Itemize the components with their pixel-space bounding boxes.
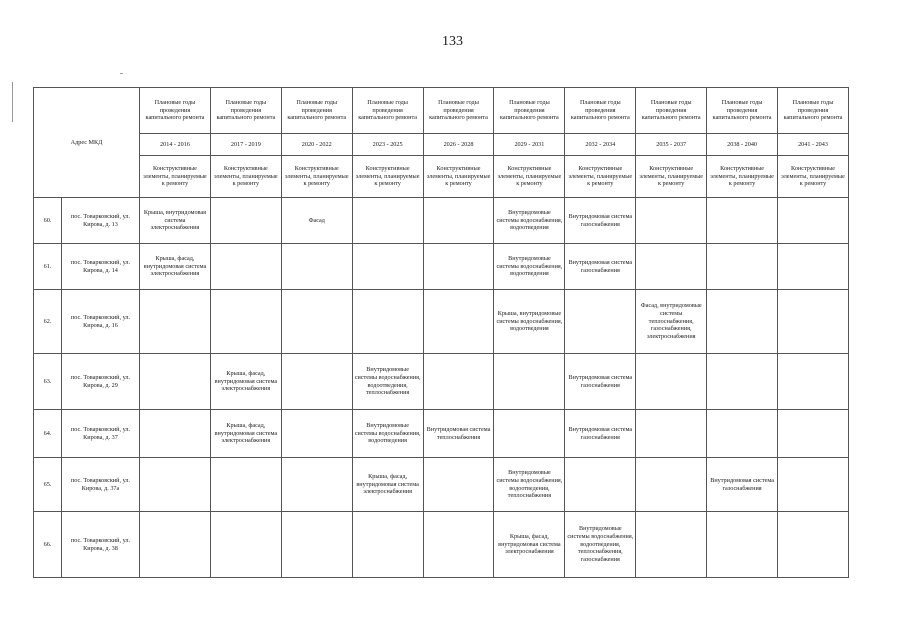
elements-cell xyxy=(636,198,707,244)
elements-cell xyxy=(210,198,281,244)
planned-years-header: Плановые годы проведения капитального ремонта xyxy=(210,88,281,134)
elements-cell: Крыша, фасад, внутридомовая система электроснабжения xyxy=(210,410,281,458)
elements-cell xyxy=(565,290,636,354)
row-address: пос. Товарковский, ул. Кирова, д. 14 xyxy=(62,244,140,290)
elements-cell xyxy=(707,244,778,290)
planned-years-header: Плановые годы проведения капитального ремонта xyxy=(423,88,494,134)
planned-years-header: Плановые годы проведения капитального ремонта xyxy=(352,88,423,134)
period-header: 2032 - 2034 xyxy=(565,134,636,156)
period-header: 2029 - 2031 xyxy=(494,134,565,156)
elements-cell xyxy=(636,244,707,290)
elements-cell: Внутридомовая система газоснабжения xyxy=(565,410,636,458)
elements-cell: Внутридомовые системы водоснабжения, водоотведения, теплоснабжения xyxy=(494,458,565,512)
elements-cell: Внутридомовые системы водоснабжения, водоотведения, теплоснабжения, газоснабжения xyxy=(565,512,636,578)
elements-cell: Крыша, внутридомовая система электроснабжения xyxy=(140,198,211,244)
table-row xyxy=(34,458,849,512)
elements-cell xyxy=(281,244,352,290)
elements-cell xyxy=(494,354,565,410)
elements-cell xyxy=(423,458,494,512)
period-header: 2017 - 2019 xyxy=(210,134,281,156)
table-row xyxy=(34,244,849,290)
elements-cell xyxy=(494,410,565,458)
planned-years-header: Плановые годы проведения капитального ремонта xyxy=(636,88,707,134)
elements-cell xyxy=(778,244,849,290)
row-number: 62. xyxy=(34,290,62,354)
table-row xyxy=(34,512,849,578)
elements-cell xyxy=(778,512,849,578)
elements-cell xyxy=(140,458,211,512)
elements-cell xyxy=(778,458,849,512)
period-header: 2035 - 2037 xyxy=(636,134,707,156)
elements-header: Конструктивные элементы, планируемые к ремонту xyxy=(140,156,211,198)
elements-cell xyxy=(423,198,494,244)
capital-repair-plan-table xyxy=(33,87,849,578)
row-address: пос. Товарковский, ул. Кирова, д. 29 xyxy=(62,354,140,410)
elements-cell: Внутридомовая система газоснабжения xyxy=(565,354,636,410)
elements-cell: Крыша, фасад, внутридомовая система электроснабжения xyxy=(140,244,211,290)
elements-cell xyxy=(352,290,423,354)
elements-header: Конструктивные элементы, планируемые к ремонту xyxy=(707,156,778,198)
elements-header: Конструктивные элементы, планируемые к ремонту xyxy=(565,156,636,198)
planned-years-header: Плановые годы проведения капитального ремонта xyxy=(778,88,849,134)
elements-cell: Внутридомовые системы водоснабжения, водоотведения, теплоснабжения xyxy=(352,354,423,410)
elements-cell xyxy=(636,512,707,578)
planned-years-header: Плановые годы проведения капитального ремонта xyxy=(494,88,565,134)
planned-years-header: Плановые годы проведения капитального ремонта xyxy=(707,88,778,134)
elements-cell xyxy=(210,290,281,354)
period-header: 2014 - 2016 xyxy=(140,134,211,156)
elements-cell xyxy=(707,512,778,578)
elements-cell xyxy=(210,458,281,512)
period-header: 2023 - 2025 xyxy=(352,134,423,156)
planned-years-header: Плановые годы проведения капитального ремонта xyxy=(140,88,211,134)
elements-cell: Внутридомовые системы водоснабжения, водоотведения xyxy=(494,244,565,290)
elements-cell xyxy=(140,512,211,578)
row-number: 61. xyxy=(34,244,62,290)
row-address: пос. Товарковский, ул. Кирова, д. 38 xyxy=(62,512,140,578)
elements-cell xyxy=(352,244,423,290)
elements-cell xyxy=(352,512,423,578)
elements-cell xyxy=(281,512,352,578)
elements-cell xyxy=(210,512,281,578)
row-address: пос. Товарковский, ул. Кирова, д. 16 xyxy=(62,290,140,354)
elements-cell xyxy=(140,290,211,354)
scan-mark xyxy=(12,82,13,122)
planned-years-header: Плановые годы проведения капитального ремонта xyxy=(565,88,636,134)
elements-cell: Внутридомовая система газоснабжения xyxy=(565,244,636,290)
elements-cell xyxy=(707,354,778,410)
table-row xyxy=(34,354,849,410)
elements-cell xyxy=(707,198,778,244)
planned-years-header: Плановые годы проведения капитального ремонта xyxy=(281,88,352,134)
elements-cell xyxy=(423,290,494,354)
elements-cell xyxy=(423,244,494,290)
elements-cell: Внутридомовые системы водоснабжения, водоотведения xyxy=(352,410,423,458)
elements-cell xyxy=(281,410,352,458)
elements-cell xyxy=(707,290,778,354)
elements-header: Конструктивные элементы, планируемые к ремонту xyxy=(778,156,849,198)
elements-cell xyxy=(281,354,352,410)
row-address: пос. Товарковский, ул. Кирова, д. 37 xyxy=(62,410,140,458)
elements-cell xyxy=(778,354,849,410)
elements-cell xyxy=(352,198,423,244)
elements-header: Конструктивные элементы, планируемые к ремонту xyxy=(210,156,281,198)
elements-cell xyxy=(140,410,211,458)
scan-mark xyxy=(120,73,123,74)
elements-cell: Внутридомовая система теплоснабжения xyxy=(423,410,494,458)
row-number: 60. xyxy=(34,198,62,244)
address-header: Адрес МКД xyxy=(34,88,140,198)
elements-cell: Крыша, фасад, внутридомовая система электроснабжения xyxy=(210,354,281,410)
period-header: 2041 - 2043 xyxy=(778,134,849,156)
row-number: 65. xyxy=(34,458,62,512)
elements-cell: Крыша, фасад, внутридомовая система электроснабжения xyxy=(494,512,565,578)
row-number: 64. xyxy=(34,410,62,458)
row-number: 63. xyxy=(34,354,62,410)
elements-header: Конструктивные элементы, планируемые к ремонту xyxy=(281,156,352,198)
period-header: 2038 - 2040 xyxy=(707,134,778,156)
elements-cell xyxy=(281,458,352,512)
elements-cell xyxy=(210,244,281,290)
header-row-elements xyxy=(34,156,849,198)
elements-cell xyxy=(423,354,494,410)
table-row xyxy=(34,198,849,244)
elements-cell: Внутридомовая система газоснабжения xyxy=(707,458,778,512)
elements-cell xyxy=(778,410,849,458)
period-header: 2026 - 2028 xyxy=(423,134,494,156)
elements-cell: Фасад xyxy=(281,198,352,244)
elements-header: Конструктивные элементы, планируемые к ремонту xyxy=(423,156,494,198)
elements-cell xyxy=(778,198,849,244)
page-number: 133 xyxy=(442,34,463,49)
row-address: пос. Товарковский, ул. Кирова, д. 37а xyxy=(62,458,140,512)
elements-cell xyxy=(707,410,778,458)
table-row xyxy=(34,290,849,354)
elements-cell xyxy=(140,354,211,410)
row-address: пос. Товарковский, ул. Кирова, д. 13 xyxy=(62,198,140,244)
table-row xyxy=(34,410,849,458)
elements-cell: Крыша, фасад, внутридомовая система электроснабжения xyxy=(352,458,423,512)
elements-cell xyxy=(423,512,494,578)
elements-header: Конструктивные элементы, планируемые к ремонту xyxy=(636,156,707,198)
elements-cell: Внутридомовые системы водоснабжения, водоотведения xyxy=(494,198,565,244)
elements-cell: Фасад, внутридомовые системы теплоснабжения, газоснабжения, электроснабжения xyxy=(636,290,707,354)
elements-header: Конструктивные элементы, планируемые к ремонту xyxy=(352,156,423,198)
elements-cell xyxy=(636,410,707,458)
row-number: 66. xyxy=(34,512,62,578)
elements-cell xyxy=(778,290,849,354)
elements-cell xyxy=(636,458,707,512)
header-row-periods xyxy=(34,134,849,156)
elements-cell xyxy=(281,290,352,354)
header-row-planned-years xyxy=(34,88,849,134)
period-header: 2020 - 2022 xyxy=(281,134,352,156)
elements-cell: Крыша, внутридомовые системы водоснабжения, водоотведения xyxy=(494,290,565,354)
elements-cell: Внутридомовая система газоснабжения xyxy=(565,198,636,244)
elements-header: Конструктивные элементы, планируемые к ремонту xyxy=(494,156,565,198)
elements-cell xyxy=(636,354,707,410)
elements-cell xyxy=(565,458,636,512)
